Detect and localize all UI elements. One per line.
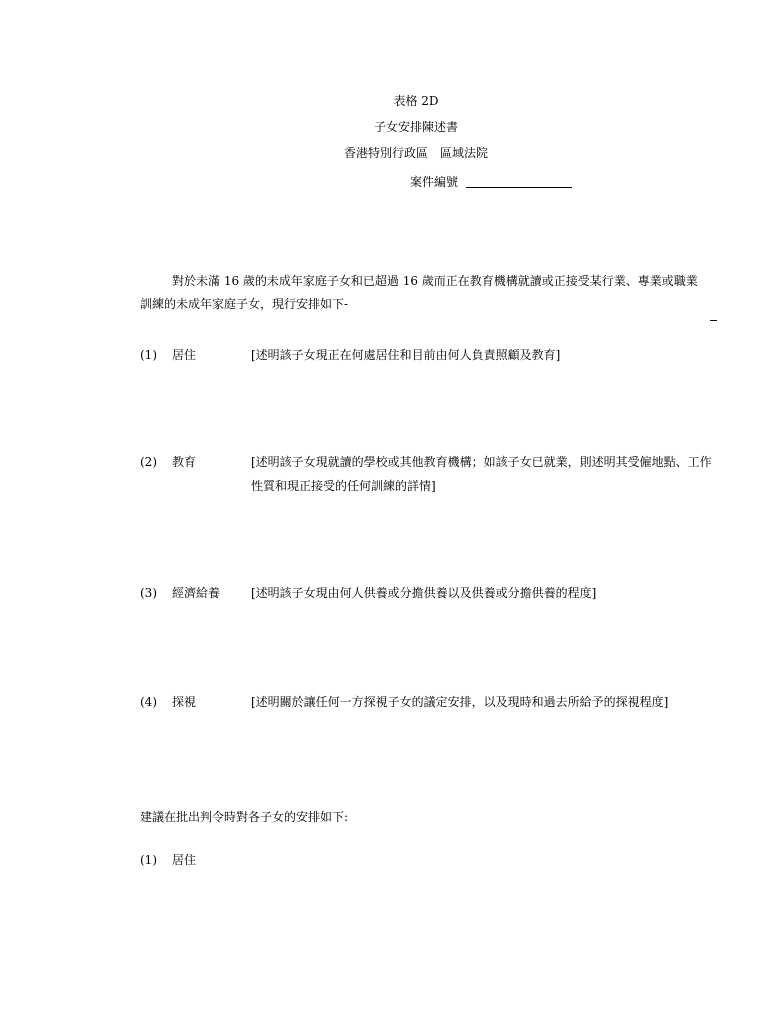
case-number-blank [466, 175, 572, 188]
item-number: (1) [140, 348, 157, 362]
court-name: 香港特別行政區 區域法院 [343, 146, 488, 160]
case-number-row [410, 175, 572, 188]
item-number: (4) [140, 695, 157, 709]
margin-dash [710, 320, 717, 321]
document-title: 子女安排陳述書 [373, 120, 458, 134]
item-number: (3) [140, 586, 157, 600]
item-label: 教育 [172, 455, 197, 469]
intro-paragraph: 對於未滿 16 歲的未成年家庭子女和已超過 16 歲而正在教育機構就讀或正接受某行業、專業或職業訓練的未成年家庭子女，現行安排如下- [140, 274, 698, 311]
form-number: 表格 2D [393, 94, 439, 108]
item-label: 經濟給養 [172, 586, 221, 600]
item-description: [述明該子女現正在何處居住和目前由何人負責照顧及教育] [251, 348, 561, 362]
item-description: [述明該子女現就讀的學校或其他教育機構；如該子女已就業，則述明其受僱地點、工作性質和現正接受的任何訓練的詳情] [251, 455, 712, 493]
item-label: 居住 [172, 853, 197, 867]
item-label: 居住 [172, 348, 197, 362]
item-number: (2) [140, 455, 157, 469]
item-number: (1) [140, 853, 157, 867]
item-description: [述明關於讓任何一方探視子女的議定安排，以及現時和過去所給予的探視程度] [251, 695, 669, 709]
case-number-label: 案件編號 [410, 175, 459, 189]
item-description: [述明該子女現由何人供養或分擔供養以及供養或分擔供養的程度] [251, 586, 597, 600]
item-label: 探視 [172, 695, 197, 709]
proposal-heading: 建議在批出判令時對各子女的安排如下: [140, 810, 349, 824]
